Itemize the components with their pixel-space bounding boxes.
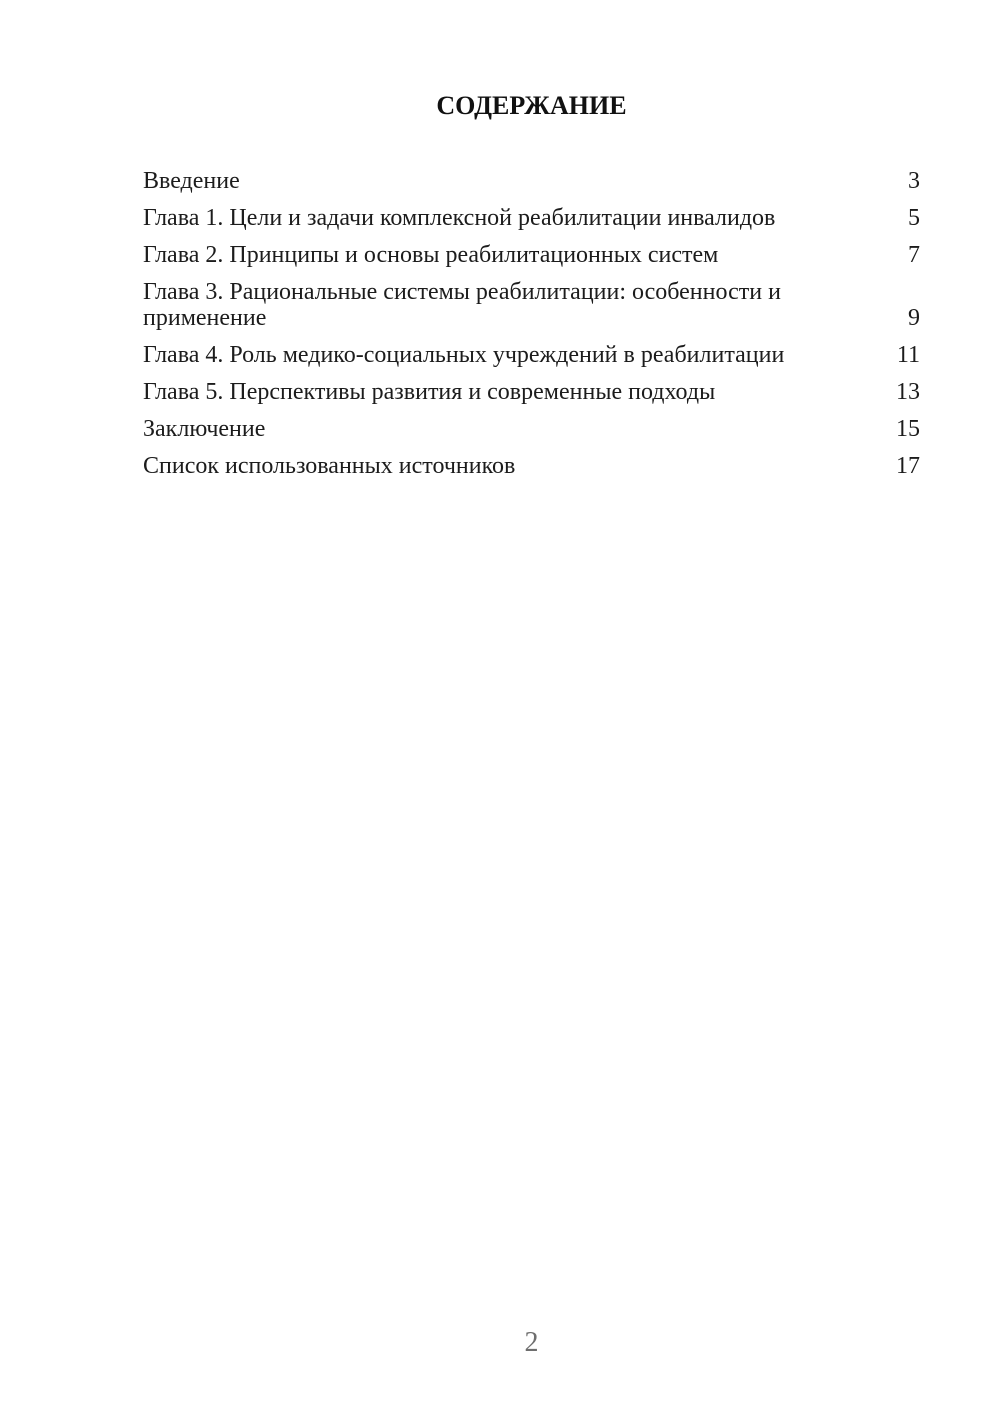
toc-entry-label: Глава 4. Роль медико-социальных учреждений в реабилитации [143,342,785,368]
toc-entry-page-number: 5 [908,205,920,231]
toc-entry-label: Заключение [143,416,266,442]
toc-entry-page-number: 13 [896,379,920,405]
page-title: СОДЕРЖАНИЕ [436,91,627,120]
toc-entry-page-number: 7 [908,242,920,268]
toc-entry-label: Введение [143,168,240,194]
toc-entry-page-number: 15 [896,416,920,442]
toc-entry [143,453,920,479]
footer-page-number: 2 [524,1327,539,1358]
toc-entry-label: Глава 3. Рациональные системы реабилитации: особенности и применение [143,279,781,331]
toc-entry [143,379,920,405]
toc-entry [143,279,920,331]
toc-entry-page-number: 11 [896,342,920,368]
toc-entry-label: Глава 1. Цели и задачи комплексной реабилитации инвалидов [143,205,776,231]
toc-entry-label: Список использованных источников [143,453,516,479]
toc-entry [143,342,920,368]
toc-entry [143,205,920,231]
toc-entry [143,242,920,268]
toc-entry [143,416,920,442]
toc-entry-label: Глава 5. Перспективы развития и современные подходы [143,379,716,405]
table-of-contents [143,168,920,479]
toc-entry-label: Глава 2. Принципы и основы реабилитационных систем [143,242,719,268]
toc-entry [143,168,920,194]
toc-entry-page-number: 9 [908,305,920,331]
toc-entry-page-number: 3 [908,168,920,194]
toc-entry-page-number: 17 [896,453,920,479]
page-content [143,90,920,490]
